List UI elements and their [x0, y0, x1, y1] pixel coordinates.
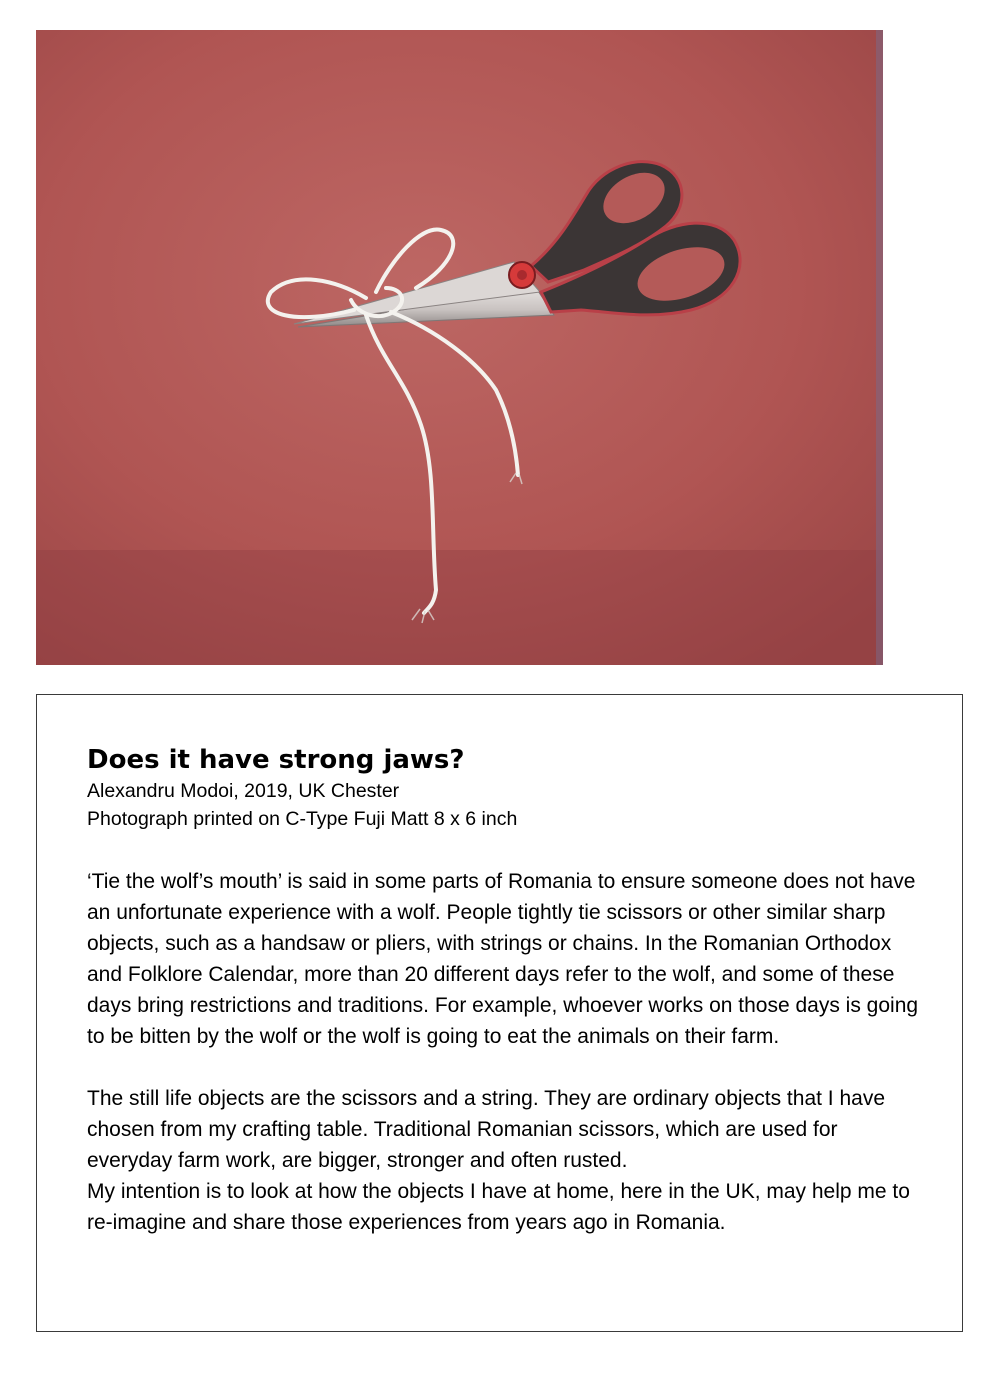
- artwork-medium: Photograph printed on C-Type Fuji Matt 8 x 6 inch: [87, 808, 518, 830]
- scissors-with-string-photo: [36, 30, 883, 665]
- right-edge: [876, 30, 883, 665]
- artwork-photograph: [36, 30, 883, 665]
- spacer: [87, 1052, 927, 1083]
- description-paragraph-2: The still life objects are the scissors and a string. They are ordinary objects that I have chosen from my crafting table. Traditional Romanian scissors, which are used for everyday farm work, are bigger, stronger and often rusted.: [87, 1087, 885, 1172]
- caption-panel: [36, 694, 963, 1332]
- artwork-title: Does it have strong jaws?: [87, 745, 465, 775]
- bottom-shade: [36, 550, 883, 665]
- spacer: [87, 833, 927, 866]
- description-paragraph-1: ‘Tie the wolf’s mouth’ is said in some parts of Romania to ensure someone does not have an unfortunate experience with a wolf. People tightly tie scissors or other similar sharp objects, such as a handsaw or pliers, with strings or chains. In the Romanian Orthodox and Folklore Calendar, more than 20 different days refer to the wolf, and some of these days bring restrictions and traditions. For example, whoever works on those days is going to be bitten by the wolf or the wolf is going to eat the animals on their farm.: [87, 870, 919, 1048]
- artwork-credit: Alexandru Modoi, 2019, UK Chester: [87, 780, 400, 802]
- caption-content: [87, 743, 927, 1238]
- description-paragraph-3: My intention is to look at how the objects I have at home, here in the UK, may help me to re-imagine and share those experiences from years ago in Romania.: [87, 1180, 910, 1234]
